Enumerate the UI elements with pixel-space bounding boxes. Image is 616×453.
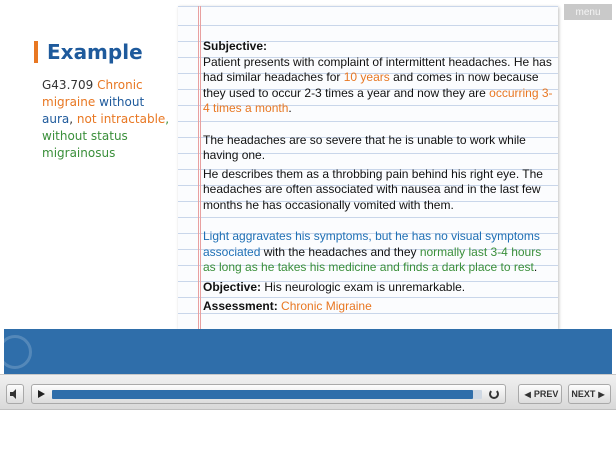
note-paragraph-description: He describes them as a throbbing pain behind his right eye. The headaches are often associated with nausea and in the last few months he has occasionally vomited with them. (203, 166, 543, 212)
note-paragraph-triggers (203, 229, 553, 276)
note-text-segment: . (288, 101, 292, 115)
play-icon[interactable] (38, 390, 45, 398)
code-text-segment: , (69, 112, 77, 126)
code-text-segment: not intractable (76, 112, 166, 126)
speaker-icon (10, 389, 20, 399)
note-paragraph-history (203, 55, 553, 117)
notepad-margin-line (198, 6, 201, 329)
note-text-segment: Light aggravates his symptoms, but he has no visual symptoms associated (203, 229, 540, 259)
prev-label: PREV (533, 389, 559, 399)
code-text-segment: without aura (42, 95, 145, 126)
notepad-card (178, 6, 558, 329)
clinical-note (203, 39, 553, 315)
diagnosis-code-description (42, 77, 172, 162)
replay-icon[interactable] (489, 389, 499, 399)
assessment-line (203, 299, 553, 315)
assessment-text: Chronic Migraine (281, 299, 372, 313)
footer-banner (4, 329, 612, 374)
player-controls (0, 374, 616, 410)
menu-button[interactable]: menu (564, 4, 612, 20)
note-text-segment: Patient presents with complaint of intermittent headaches. He has had similar headaches for (203, 54, 552, 84)
chevron-right-icon: ▶ (598, 389, 605, 399)
note-text-segment: 10 years (343, 70, 390, 84)
next-label: NEXT (571, 389, 596, 399)
note-text-segment: normally last 3-4 hours as long as he takes his medicine and finds a dark place to rest (203, 244, 542, 274)
logo-watermark (4, 335, 32, 369)
seek-bar-container (31, 384, 506, 404)
code-text-segment: , without status migrainosus (42, 112, 170, 160)
note-text-segment: occurring 3-4 times a month (203, 85, 553, 115)
volume-button[interactable] (6, 384, 24, 404)
note-text-segment: with the headaches and they (260, 244, 420, 259)
code-text-segment: Chronic migraine (42, 78, 143, 109)
progress-fill (52, 390, 473, 399)
code-text-segment: G43.709 (42, 78, 98, 92)
heading-accent-bar (34, 41, 38, 63)
note-paragraph-severity: The headaches are so severe that he is unable to work while having one. (203, 132, 526, 162)
next-button[interactable] (568, 384, 611, 404)
subjective-heading: Subjective: (203, 39, 268, 53)
slide-area (4, 4, 612, 374)
objective-label: Objective: (203, 279, 262, 294)
note-text-segment: . (533, 260, 538, 274)
note-text-segment: and comes in now because they used to occur 2-3 times a year and now they are (203, 70, 539, 100)
chevron-left-icon: ◀ (524, 389, 531, 399)
progress-track[interactable] (52, 390, 482, 399)
assessment-label: Assessment: (203, 299, 278, 313)
prev-button[interactable] (518, 384, 562, 404)
slide-heading (34, 40, 143, 64)
objective-text: His neurologic exam is unremarkable. (261, 279, 466, 294)
slide-title: Example (47, 40, 143, 64)
objective-line (203, 280, 553, 296)
